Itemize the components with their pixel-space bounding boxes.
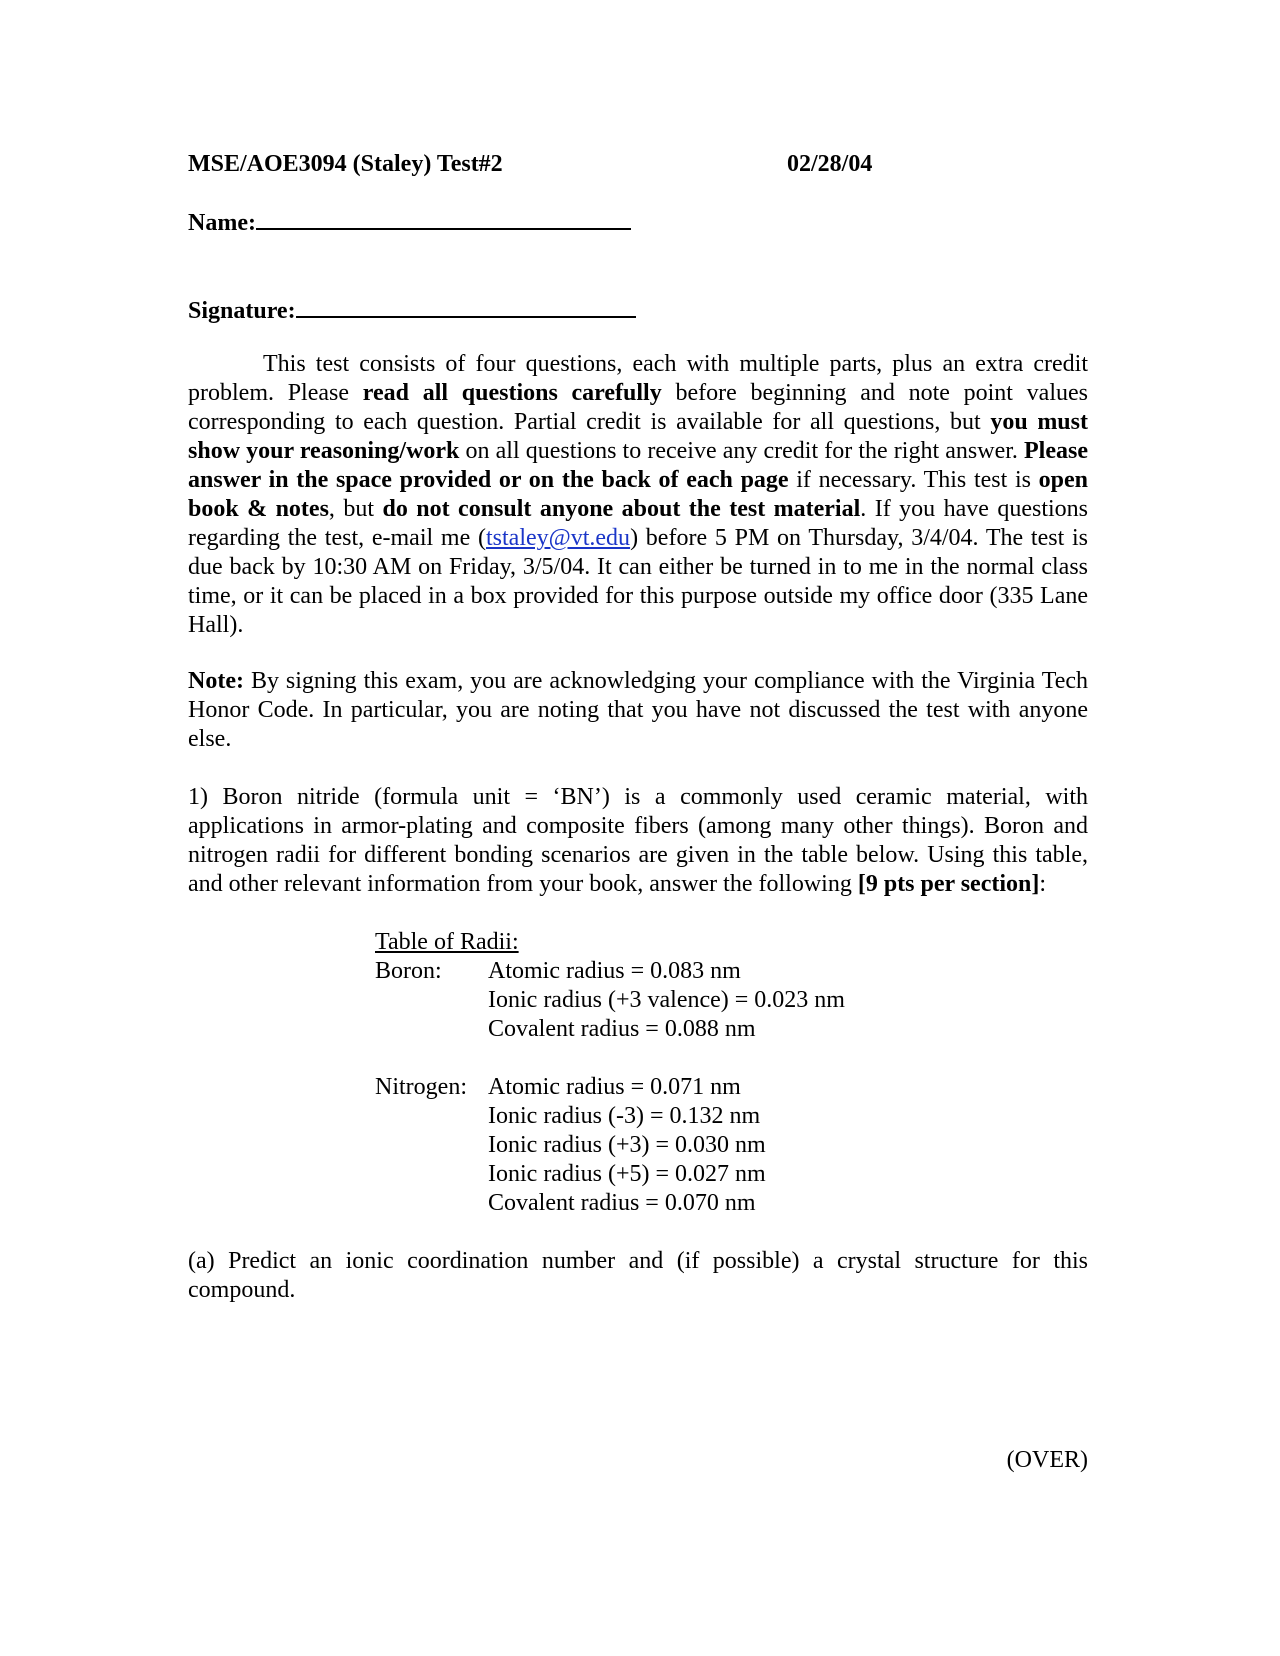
exam-page [188,140,1089,1473]
nitrogen-radius-row: Ionic radius (-3) = 0.132 nm [488,1103,761,1129]
nitrogen-radius-row: Ionic radius (+3) = 0.030 nm [488,1132,766,1158]
exam-title: MSE/AOE3094 (Staley) Test#2 [188,151,503,177]
question-1-points: [9 pts per section] [857,871,1040,897]
nitrogen-radius-row: Atomic radius = 0.071 nm [488,1074,741,1100]
nitrogen-radius-row: Ionic radius (+5) = 0.027 nm [488,1161,766,1187]
boron-radius-row: Covalent radius = 0.088 nm [488,1016,756,1042]
name-field[interactable] [188,206,631,238]
signature-label: Signature: [188,298,296,324]
question-1: 1) Boron nitride (formula unit = ‘BN’) is a commonly used ceramic material, with applications in armor-plating and composite fibers (among many other things). Boron and nitrogen radii for different bonding scenarios are given in the table below. Using this table, and other relevant information from your book, answer the following [9 pts per section]: [188,784,1088,897]
signature-blank-line[interactable] [296,294,636,318]
radii-table-caption: Table of Radii: [375,929,519,955]
honor-code-note [188,667,1088,754]
radii-table [375,928,975,1218]
boron-radius-row: Ionic radius (+3 valence) = 0.023 nm [488,987,845,1013]
over-indicator: (OVER) [1006,1447,1088,1473]
nitrogen-label: Nitrogen: [375,1074,467,1100]
boron-radius-row: Atomic radius = 0.083 nm [488,958,741,984]
question-1a: (a) Predict an ionic coordination number and (if possible) a crystal structure for this compound. [188,1248,1088,1303]
boron-label: Boron: [375,958,442,984]
exam-header [188,140,1088,177]
exam-date: 02/28/04 [787,151,873,177]
name-blank-line[interactable] [256,206,631,230]
note-text: By signing this exam, you are acknowledging your compliance with the Virginia Tech Honor Code. In particular, you are noting that you have not discussed the test with anyone else. [188,668,1088,752]
instructions-paragraph: This test consists of four questions, each with multiple parts, plus an extra credit problem. Please read all questions carefully before beginning and note point values corresponding to each question. Partial credit is available for all questions, but you must show your reasoning/work on all questions to receive any credit for the right answer. Please answer in the space provided or on the back of each page if necessary. This test is open book & notes, but do not consult anyone about the test material. If you have questions regarding the test, e-mail me (tstaley@vt.edu) before 5 PM on Thursday, 3/4/04. The test is due back by 10:30 AM on Friday, 3/5/04. It can either be turned in to me in the normal class time, or it can be placed in a box provided for this purpose outside my office door (335 Lane Hall). [188,351,1089,638]
note-label: Note: [188,668,244,694]
email-link[interactable]: tstaley@vt.edu [485,525,631,551]
name-label: Name: [188,210,256,236]
signature-field[interactable] [188,294,636,326]
nitrogen-radius-row: Covalent radius = 0.070 nm [488,1190,756,1216]
